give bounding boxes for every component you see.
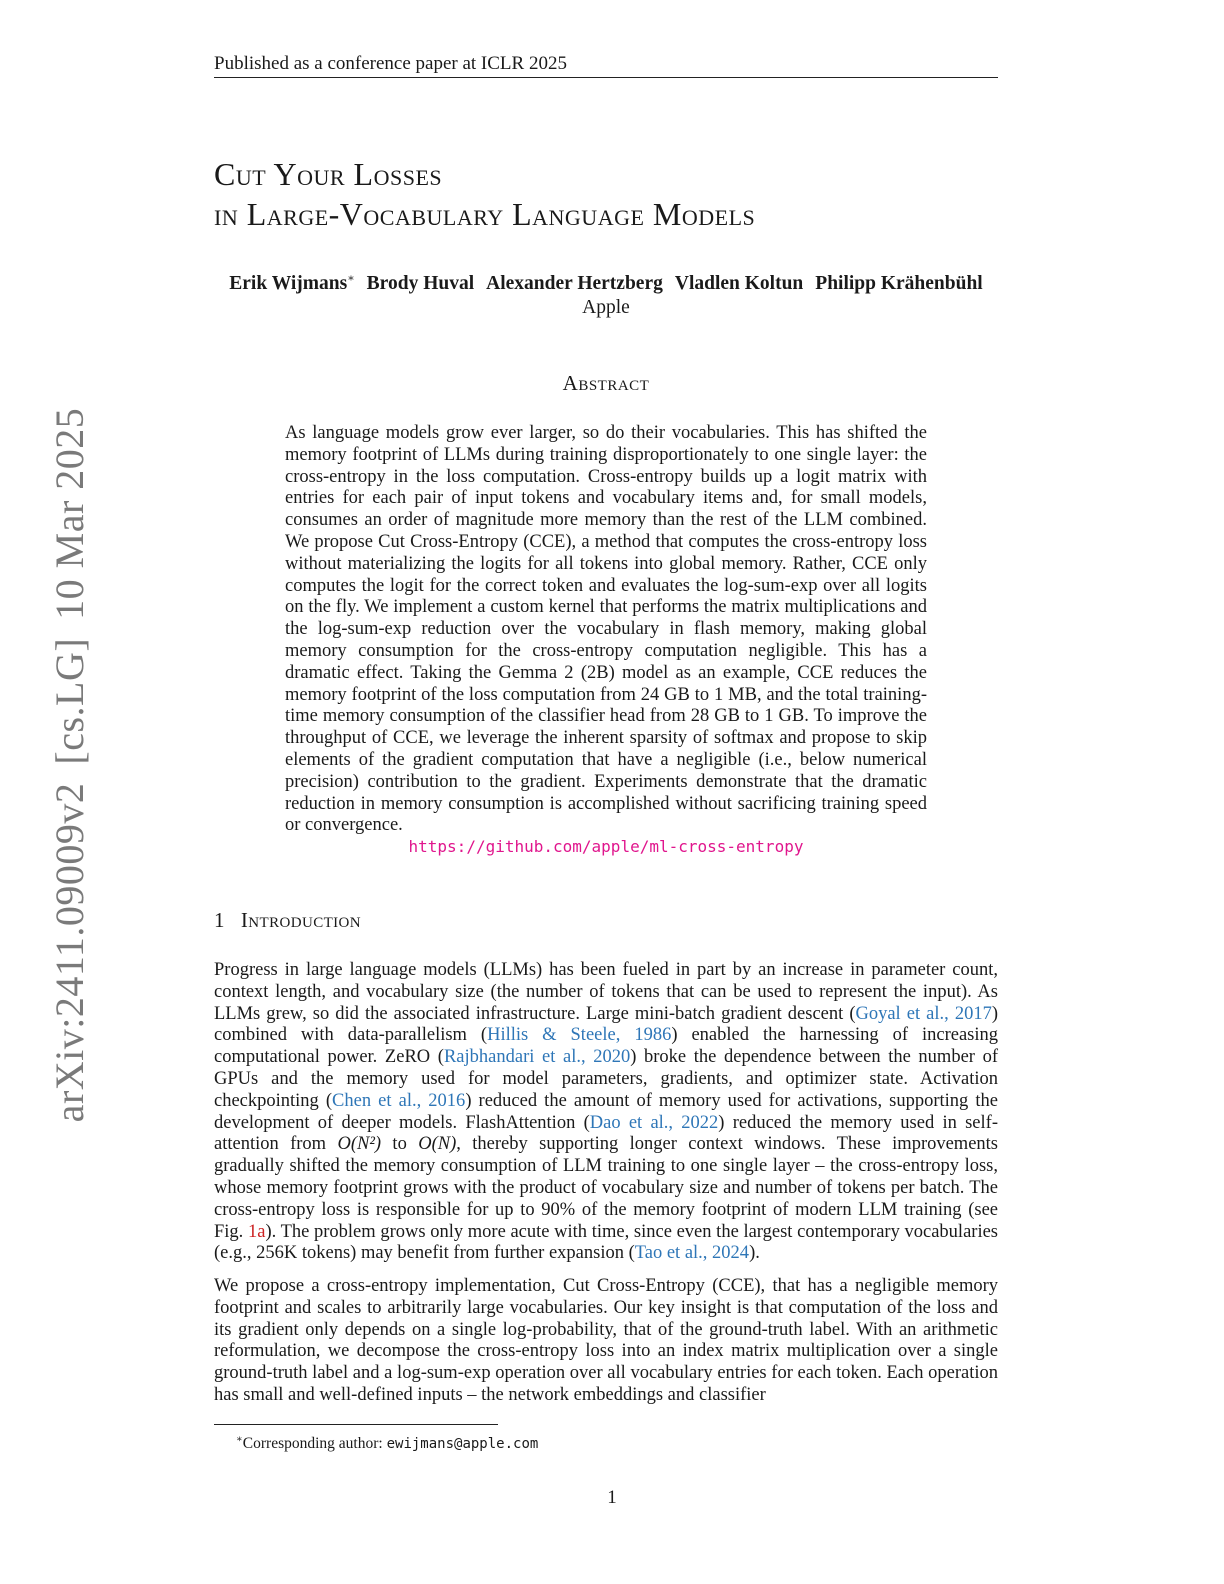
citation-link[interactable]: Rajbhandari et al., 2020 (443, 1047, 631, 1068)
author-block (214, 266, 998, 320)
affiliation: Apple (582, 296, 630, 318)
intro-paragraph-2: We propose a cross-entropy implementation, Cut Cross-Entropy (CCE), that has a negligible memory footprint and scales to arbitrarily large vocabularies. Our key insight is that computation of the loss and its gradient only depends on a single log-probability, that of the ground-truth label. With an arithmetic reformulation, we decompose the cross-entropy loss into an index matrix multiplication over a single ground-truth label and a log-sum-exp operation over all vocabulary entries for each token. Each operation has small and well-defined inputs – the network embeddings and classifier (214, 1276, 998, 1405)
code-link[interactable]: https://github.com/apple/ml-cross-entropy (408, 837, 804, 856)
abstract-heading: Abstract (562, 371, 650, 395)
arxiv-id: arXiv:2411.09009v2 (47, 782, 92, 1123)
section-heading (214, 907, 361, 933)
footnote-email[interactable]: ewijmans@apple.com (386, 1436, 539, 1453)
body-text: ) reduced the amount of memory used for activations, supporting the development of deeper models. FlashAttention ( (214, 1090, 998, 1133)
author-name: Vladlen Koltun (674, 272, 804, 294)
arxiv-date: 10 Mar 2025 (47, 407, 92, 620)
intro-paragraph-1 (214, 960, 998, 1265)
author-name: Erik Wijmans∗ (229, 272, 355, 294)
section-title: Introduction (240, 908, 362, 932)
abstract-text: As language models grow ever larger, so do their vocabularies. This has shifted the memory footprint of LLMs during training disproportionately to one single layer: the cross-entropy in the loss computation. Cross-entropy builds up a logit matrix with entries for each pair of input tokens and vocabulary items and, for small models, consumes an order of magnitude more memory than the rest of the LLM combined. We propose Cut Cross-Entropy (CCE), a method that computes the cross-entropy loss without materializing the logits for all tokens into global memory. Rather, CCE only computes the logit for the correct token and evaluates the log-sum-exp over all logits on the fly. We implement a custom kernel that performs the matrix multiplications and the log-sum-exp reduction over the vocabulary in flash memory, making global memory consumption for the cross-entropy computation negligible. This has a dramatic effect. Taking the Gemma 2 (2B) model as an example, CCE reduces the memory footprint of the loss computation from 24 GB to 1 MB, and the total training-time memory consumption of the classifier head from 28 GB to 1 GB. To improve the throughput of CCE, we leverage the inherent sparsity of softmax and propose to skip elements of the gradient computation that have a negligible (i.e., below numerical precision) contribution to the gradient. Experiments demonstrate that the dramatic reduction in memory consumption is accomplished without sacrificing training speed or convergence. (285, 423, 927, 836)
running-header: Published as a conference paper at ICLR 2025 (214, 52, 998, 78)
footnote (236, 1430, 538, 1454)
figure-ref-link[interactable]: 1a (247, 1221, 266, 1242)
author-name: Philipp Krähenbühl (815, 272, 983, 294)
citation-link[interactable]: Dao et al., 2022 (589, 1112, 719, 1133)
author-name: Brody Huval (366, 272, 475, 294)
body-text: Progress in large language models (LLMs) has been fueled in part by an increase in parameter count, context length, and vocabulary size (the number of tokens that can be used to represent the input). As LLMs grew, so did the associated infrastructure. Large mini-batch gradient descent ( (214, 960, 998, 1024)
page-number: 1 (607, 1487, 617, 1508)
author-names (214, 266, 998, 296)
arxiv-stamp (48, 408, 92, 1123)
body-text: ) reduced the memory used in self-attention from (214, 1112, 998, 1155)
body-text: ). The problem grows only more acute with time, since even the largest contemporary vocabularies (e.g., 256K tokens) may benefit from further expansion ( (214, 1221, 998, 1264)
arxiv-category: [cs.LG] (47, 637, 92, 765)
citation-link[interactable]: Goyal et al., 2017 (855, 1003, 992, 1024)
math-expression: O(N) (418, 1134, 457, 1155)
math-expression: O(N²) (337, 1134, 382, 1155)
body-text: , thereby supporting longer context windows. These improvements gradually shifted the memory consumption of LLM training to one single layer – the cross-entropy loss, whose memory footprint grows with the product of vocabulary size and number of tokens per batch. The cross-entropy loss is responsible for up to 90% of the memory footprint of modern LLM training (see Fig. (214, 1134, 999, 1242)
body-text: to (381, 1134, 419, 1155)
body-text: ) broke the dependence between the number of GPUs and the memory used for model parameters, gradients, and optimizer state. Activation checkpointing ( (214, 1047, 998, 1111)
title-line-2: in Large-Vocabulary Language Models (214, 196, 756, 232)
footnote-rule (214, 1424, 498, 1425)
citation-link[interactable]: Tao et al., 2024 (634, 1243, 750, 1264)
body-text: ) enabled the harnessing of increasing computational power. ZeRO ( (214, 1025, 999, 1068)
footnote-mark: ∗ (236, 1434, 243, 1445)
title-line-1: Cut Your Losses (214, 156, 443, 192)
paper-title (214, 154, 1014, 234)
body-text: ). (749, 1243, 760, 1264)
author-name: Alexander Hertzberg (486, 272, 663, 294)
citation-link[interactable]: Chen et al., 2016 (332, 1090, 466, 1111)
footnote-label: Corresponding author: (242, 1435, 387, 1453)
body-text: ) combined with data-parallelism ( (214, 1003, 998, 1046)
corresponding-mark: ∗ (347, 272, 355, 284)
citation-link[interactable]: Hillis & Steele, 1986 (487, 1025, 672, 1046)
section-number: 1 (214, 908, 225, 932)
